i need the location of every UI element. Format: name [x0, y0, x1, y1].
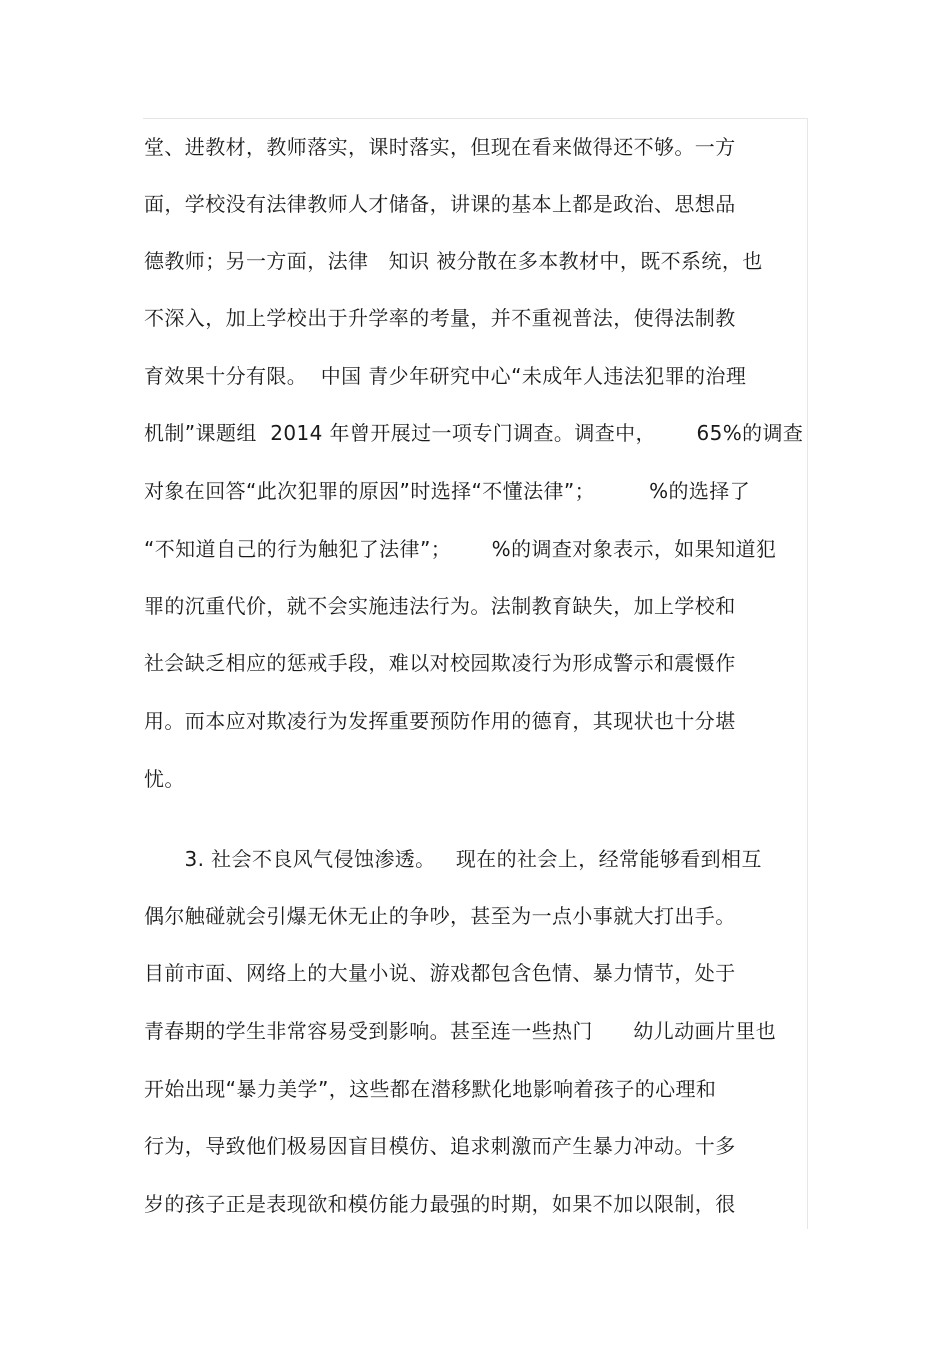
text-line: 不深入，加上学校出于升学率的考量，并不重视普法，使得法制教 — [144, 306, 736, 330]
text-line: 育效果十分有限。 中国 青少年研究中心“未成年人违法犯罪的治理 — [144, 364, 747, 388]
section-heading-line: 3. 社会不良风气侵蚀渗透。 现在的社会上，经常能够看到相互 — [144, 847, 762, 871]
text-line: 行为，导致他们极易因盲目模仿、追求刺激而产生暴力冲动。十多 — [144, 1134, 736, 1158]
text-line: 德教师；另一方面，法律 知识 被分散在多本教材中，既不系统，也 — [144, 249, 763, 273]
text-line: 社会缺乏相应的惩戒手段，难以对校园欺凌行为形成警示和震慑作 — [144, 651, 736, 675]
text-line: 罪的沉重代价，就不会实施违法行为。法制教育缺失，加上学校和 — [144, 594, 736, 618]
text-line: 忧。 — [144, 767, 185, 791]
text-line: 偶尔触碰就会引爆无休无止的争吵，甚至为一点小事就大打出手。 — [144, 904, 736, 928]
text-line: 堂、进教材，教师落实，课时落实，但现在看来做得还不够。一方 — [144, 135, 736, 159]
text-line: 对象在回答“此次犯罪的原因”时选择“不懂法律”； %的选择了 — [144, 479, 751, 503]
text-line: 用。而本应对欺凌行为发挥重要预防作用的德育，其现状也十分堪 — [144, 709, 736, 733]
text-line: 机制”课题组 2014 年曾开展过一项专门调查。调查中， 65%的调查 — [144, 421, 804, 445]
text-line: 目前市面、网络上的大量小说、游戏都包含色情、暴力情节，处于 — [144, 961, 736, 985]
text-line: 岁的孩子正是表现欲和模仿能力最强的时期，如果不加以限制，很 — [144, 1192, 736, 1216]
text-line: “不知道自己的行为触犯了法律”； %的调查对象表示，如果知道犯 — [144, 537, 777, 561]
text-line: 青春期的学生非常容易受到影响。甚至连一些热门 幼儿动画片里也 — [144, 1019, 777, 1043]
text-line: 开始出现“暴力美学”，这些都在潜移默化地影响着孩子的心理和 — [144, 1077, 717, 1101]
text-line: 面，学校没有法律教师人才储备，讲课的基本上都是政治、思想品 — [144, 192, 736, 216]
